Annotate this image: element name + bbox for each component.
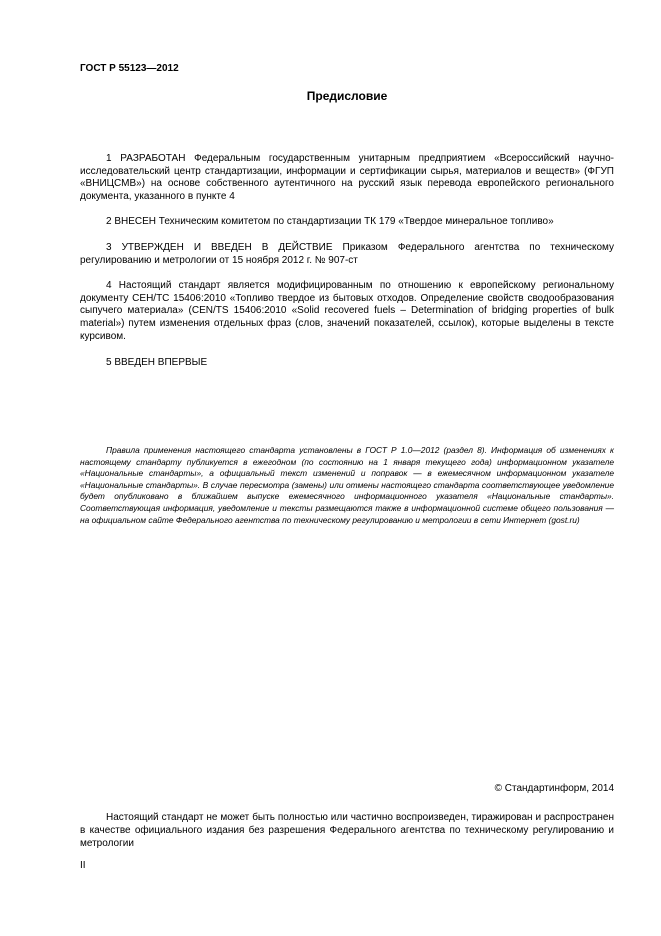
page-title: Предисловие xyxy=(306,89,388,103)
paragraph-approved: 3 УТВЕРЖДЕН И ВВЕДЕН В ДЕЙСТВИЕ Приказом Федерального агентства по техническому регулированию и метрологии от 15 ноября 2012 г. № 907-ст xyxy=(80,242,614,266)
document-code: ГОСТ Р 55123—2012 xyxy=(80,63,179,74)
copyright-notice: © Стандартинформ, 2014 xyxy=(494,783,614,794)
reprint-notice: Настоящий стандарт не может быть полностью или частично воспроизведен, тиражирован и распространен в качестве официального издания без разрешения Федерального агентства по техническому регулированию и метрологии xyxy=(80,812,614,849)
paragraph-modification: 4 Настоящий стандарт является модифицированным по отношению к европейскому региональному документу CEH/TC 15406:2010 «Топливо твердое из бытовых отходов. Определение свойств сводообразования сыпучего материала» (CEN/TS 15406:2010 «Solid recovered fuels – Determination of bridging properties of bulk material») путем изменения отдельных фраз (слов, значений показателей, ссылок), которые выделены в тексте курсивом. xyxy=(80,280,614,342)
paragraph-developed-by: 1 РАЗРАБОТАН Федеральным государственным унитарным предприятием «Всероссийский научно-исследовательский центр стандартизации, информации и сертификации сырья, материалов и веществ» (ФГУП «ВНИЦСМВ») на основе собственного аутентичного на русский язык перевода европейского регионального документа, указанного в пункте 4 xyxy=(80,153,614,203)
application-rules-note: Правила применения настоящего стандарта установлены в ГОСТ Р 1.0—2012 (раздел 8). Информация об изменениях к настоящему стандарту публикуется в ежегодном (по состоянию на 1 января текущего года) информационном указателе «Национальные стандарты», а официальный текст изменений и поправок — в ежемесячном информационном указателе «Национальные стандарты». В случае пересмотра (замены) или отмены настоящего стандарта соответствующее уведомление будет опубликовано в ближайшем выпуске ежемесячного информационного указателя «Национальные стандарты». Соответствующая информация, уведомление и тексты размещаются также в информационной системе общего пользования — на официальном сайте Федерального агентства по техническому регулированию и метрологии в сети Интернет (gost.ru) xyxy=(80,445,614,525)
page-number: II xyxy=(80,860,86,871)
paragraph-introduced-by: 2 ВНЕСЕН Техническим комитетом по стандартизации ТК 179 «Твердое минеральное топливо» xyxy=(106,216,554,227)
paragraph-first-introduced: 5 ВВЕДЕН ВПЕРВЫЕ xyxy=(106,357,208,368)
